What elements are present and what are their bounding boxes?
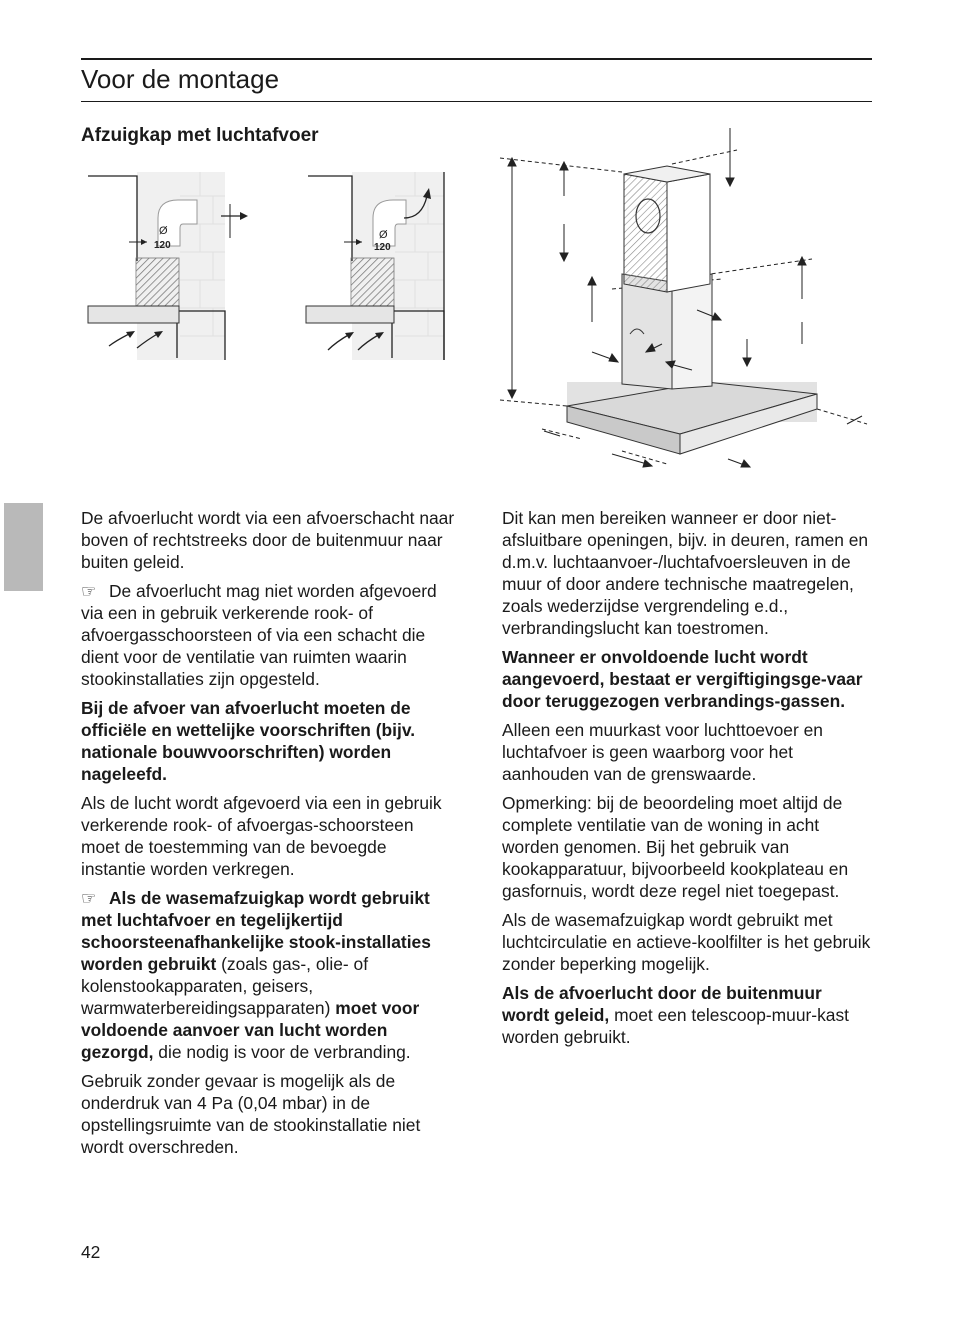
bold-text: moet voor voldoende aanvoer van lucht worden gezorgd, xyxy=(81,998,420,1062)
header-rule-top xyxy=(81,58,872,60)
paragraph: Gebruik zonder gevaar is mogelijk als de onderdruk van 4 Pa (0,04 mbar) in de opstellingsruimte van de stookinstallatie niet wordt overschreden. xyxy=(81,1071,421,1157)
bold-text: Wanneer er onvoldoende lucht wordt aangevoerd, bestaat er vergiftigingsge-vaar door teruggezogen verbrandings-gassen. xyxy=(502,647,863,711)
note-text: die nodig is voor de verbranding. xyxy=(153,1042,411,1062)
diameter-value: 120 xyxy=(154,240,171,251)
pointing-hand-icon: ☞ xyxy=(81,888,97,908)
bold-text: Als de wasemafzuigkap wordt gebruikt met luchtafvoer en tegelijkertijd schoorsteenafhankelijke stook-installaties worden gebruikt xyxy=(81,888,431,974)
paragraph: De afvoerlucht wordt via een afvoerschacht naar boven of rechtstreeks door de buitenmuur naar buiten geleid. xyxy=(81,508,455,572)
warning-note xyxy=(81,580,456,690)
paragraph: Alleen een muurkast voor luchttoevoer en luchtafvoer is geen waarborg voor het aanhouden van de grenswaarde. xyxy=(502,720,823,784)
paragraph-bold xyxy=(502,646,872,712)
note-text: De afvoerlucht mag niet worden afgevoerd via een in gebruik verkerende rook- of afvoergasschoorsteen of via een schacht die dient voor de ventilatie van ruimten waarin stookinstallaties zijn opgesteld. xyxy=(81,581,437,689)
hood-body xyxy=(351,258,394,313)
figure-chimney-hood-dimensions xyxy=(492,124,882,474)
left-text-column xyxy=(81,507,456,1165)
paragraph xyxy=(502,982,872,1048)
paragraph: Als de lucht wordt afgevoerd via een in gebruik verkerende rook- of afvoergas-schoorsteen moet de toestemming van de bevoegde instantie worden verkregen. xyxy=(81,793,442,879)
pointing-hand-icon: ☞ xyxy=(81,581,97,601)
bold-text: Bij de afvoer van afvoerlucht moeten de officiële en wettelijke voorschriften (bijv. nationale bouwvoorschriften) worden nageleefd. xyxy=(81,698,416,784)
figure-exhaust-upward-shaft xyxy=(85,166,260,361)
warning-note xyxy=(81,887,456,1063)
page-number: 42 xyxy=(81,1242,101,1262)
hood-body xyxy=(136,258,179,313)
page-title: Voor de montage xyxy=(81,64,280,94)
bold-text: Als de afvoerlucht door de buitenmuur wordt geleid, xyxy=(502,983,822,1025)
hood-canopy xyxy=(88,306,179,323)
right-text-column xyxy=(502,507,872,1055)
figure-exhaust-through-wall xyxy=(300,166,450,361)
note-text: (zoals gas-, olie- of kolenstookapparaten, geisers, warmwaterbereidingsapparaten) xyxy=(81,954,369,1018)
section-title: Afzuigkap met luchtafvoer xyxy=(81,125,319,146)
paragraph-text: moet een telescoop-muur-kast worden gebruikt. xyxy=(502,1005,849,1047)
hood-canopy xyxy=(306,306,394,323)
paragraph-bold xyxy=(81,697,456,785)
diameter-value: 120 xyxy=(374,242,391,253)
header-rule-bottom xyxy=(81,101,872,102)
chapter-tab-marker xyxy=(4,503,43,591)
diameter-symbol: Ø xyxy=(379,229,388,241)
diameter-symbol: Ø xyxy=(159,225,168,237)
paragraph: Dit kan men bereiken wanneer er door niet-afsluitbare openingen, bijv. in deuren, ramen en d.m.v. luchtaanvoer-/luchtafvoersleuven in de muur of door andere technische maatregelen, zoals wederzijdse vergrendeling e.d., verbrandingslucht kan toestromen. xyxy=(502,508,869,638)
paragraph: Als de wasemafzuigkap wordt gebruikt met luchtcirculatie en actieve-koolfilter is het gebruik zonder beperking mogelijk. xyxy=(502,910,871,974)
paragraph: Opmerking: bij de beoordeling moet altijd de complete ventilatie van de woning in acht worden genomen. Bij het gebruik van kookapparatuur, bijvoorbeeld kookplateau en gasfornuis, wordt deze regel niet toegepast. xyxy=(502,793,849,901)
